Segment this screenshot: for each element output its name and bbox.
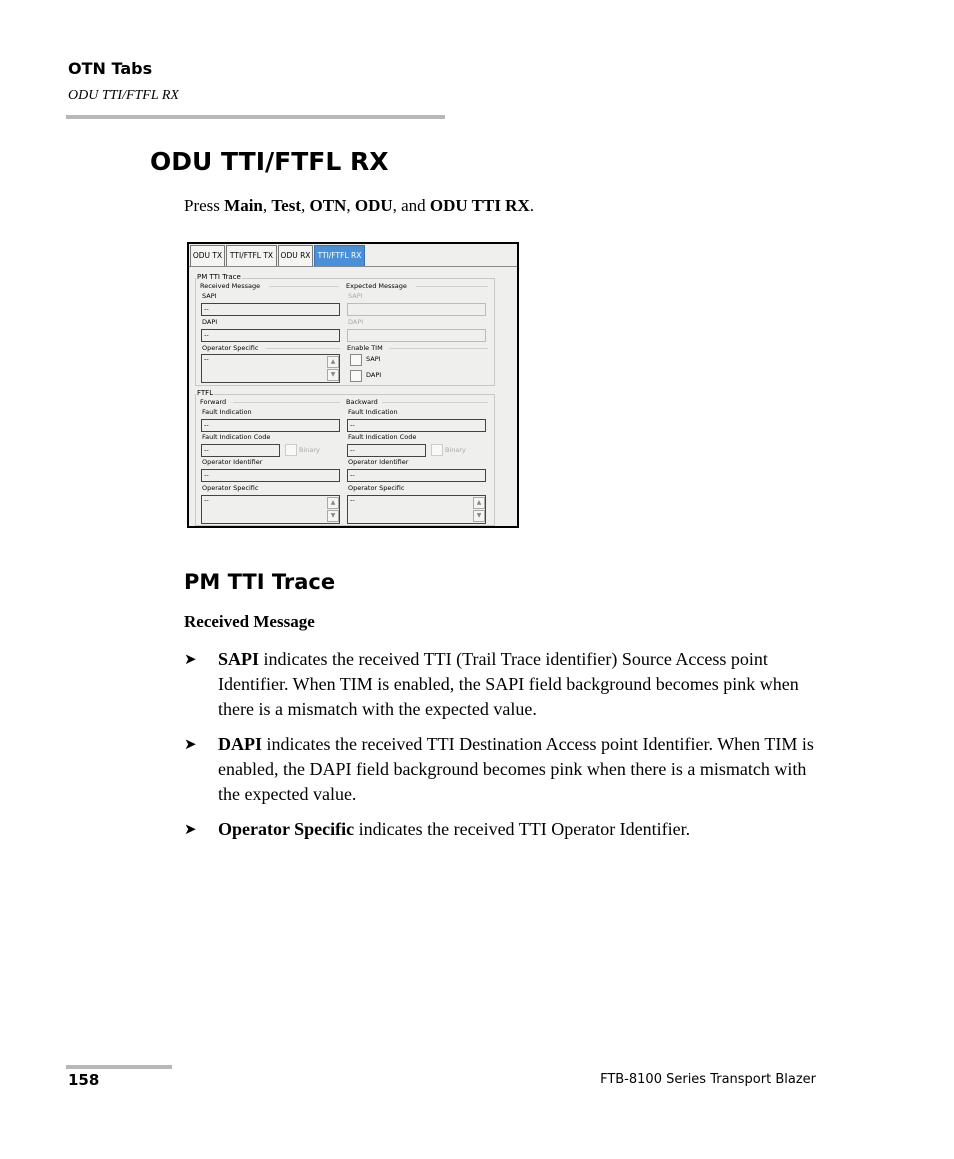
footer-rule	[66, 1065, 172, 1069]
section-heading: PM TTI Trace	[184, 570, 336, 594]
header-rule	[66, 115, 445, 119]
ftfl-label: FTFL	[197, 389, 214, 397]
scroll-down-icon[interactable]: ▼	[473, 510, 485, 522]
bwd-fault-indication-field: --	[347, 419, 486, 432]
bwd-binary-label: Binary	[445, 446, 466, 454]
separator	[233, 402, 340, 403]
expected-message-label: Expected Message	[346, 282, 407, 290]
period: .	[529, 196, 534, 215]
arrow-bullet-icon: ➤	[184, 735, 197, 753]
received-message-label: Received Message	[200, 282, 261, 290]
fwd-fault-indication-label: Fault Indication	[202, 408, 252, 416]
separator	[266, 348, 340, 349]
bwd-operator-specific-area	[347, 495, 486, 524]
running-header-section: OTN Tabs	[68, 59, 153, 78]
fwd-binary-checkbox[interactable]	[285, 444, 297, 456]
scroll-down-icon[interactable]: ▼	[327, 510, 339, 522]
page-title: ODU TTI/FTFL RX	[150, 147, 389, 176]
bullet-description: indicates the received TTI Destination Access point Identifier. When TIM is enabled, the DAPI field background becomes pink when there is a mismatch with the expected value.	[218, 734, 814, 804]
running-header-subsection: ODU TTI/FTFL RX	[68, 88, 179, 103]
rx-dapi-field: --	[201, 329, 340, 342]
arrow-bullet-icon: ➤	[184, 820, 197, 838]
rx-operator-specific-area	[201, 354, 340, 383]
placeholder-text: --	[204, 355, 209, 363]
menu-main: Main	[224, 196, 263, 215]
separator	[382, 402, 488, 403]
bwd-binary-checkbox[interactable]	[431, 444, 443, 456]
rx-sapi-label: SAPI	[202, 292, 217, 300]
bwd-operator-specific-label: Operator Specific	[348, 484, 405, 492]
ui-screenshot	[187, 242, 519, 528]
bullet-text	[218, 647, 818, 722]
menu-test: Test	[271, 196, 301, 215]
instruction-text	[184, 196, 534, 216]
tab-odu-rx[interactable]: ODU RX	[278, 245, 313, 266]
bullet-text	[218, 817, 818, 842]
exp-dapi-field[interactable]	[347, 329, 486, 342]
and-word: , and	[392, 196, 426, 215]
scroll-up-icon[interactable]: ▲	[473, 497, 485, 509]
document-title: FTB-8100 Series Transport Blazer	[600, 1072, 816, 1087]
fwd-fault-indication-field: --	[201, 419, 340, 432]
bullet-description: indicates the received TTI Operator Identifier.	[354, 819, 691, 839]
backward-label: Backward	[346, 398, 378, 406]
press-word: Press	[184, 196, 220, 215]
enable-tim-label: Enable TIM	[347, 344, 383, 352]
scroll-up-icon[interactable]: ▲	[327, 497, 339, 509]
tab-tti-ftfl-rx[interactable]: TTI/FTFL RX	[314, 245, 365, 266]
tim-sapi-label: SAPI	[366, 355, 381, 363]
pm-tti-trace-label: PM TTI Trace	[197, 273, 241, 281]
bullet-term: Operator Specific	[218, 819, 355, 839]
exp-dapi-label: DAPI	[348, 318, 364, 326]
comma: ,	[346, 196, 351, 215]
rx-operator-specific-label: Operator Specific	[202, 344, 259, 352]
page-number: 158	[68, 1071, 100, 1089]
bwd-operator-identifier-label: Operator Identifier	[348, 458, 409, 466]
fwd-fault-code-label: Fault Indication Code	[202, 433, 271, 441]
placeholder-text: --	[204, 496, 209, 504]
tim-dapi-checkbox[interactable]	[350, 370, 362, 382]
bullet-description: indicates the received TTI (Trail Trace identifier) Source Access point Identifier. When TIM is enabled, the SAPI field background becomes pink when there is a mismatch with the expected value.	[218, 649, 799, 719]
menu-otn: OTN	[309, 196, 347, 215]
rx-sapi-field: --	[201, 303, 340, 316]
tab-tti-ftfl-tx[interactable]: TTI/FTFL TX	[226, 245, 277, 266]
scroll-down-icon[interactable]: ▼	[327, 369, 339, 381]
separator	[389, 348, 488, 349]
fwd-operator-identifier-field: --	[201, 469, 340, 482]
separator	[416, 286, 488, 287]
placeholder-text: --	[350, 496, 355, 504]
bwd-fault-indication-label: Fault Indication	[348, 408, 398, 416]
menu-odu: ODU	[354, 196, 393, 215]
tim-sapi-checkbox[interactable]	[350, 354, 362, 366]
forward-label: Forward	[200, 398, 227, 406]
menu-odu-tti-rx: ODU TTI RX	[429, 196, 530, 215]
separator	[269, 286, 339, 287]
fwd-operator-identifier-label: Operator Identifier	[202, 458, 263, 466]
fwd-fault-code-field: --	[201, 444, 280, 457]
exp-sapi-field[interactable]	[347, 303, 486, 316]
scroll-up-icon[interactable]: ▲	[327, 356, 339, 368]
bwd-operator-identifier-field: --	[347, 469, 486, 482]
comma: ,	[301, 196, 306, 215]
comma: ,	[262, 196, 268, 215]
subheading: Received Message	[184, 612, 315, 631]
bullet-term: DAPI	[218, 734, 262, 754]
tim-dapi-label: DAPI	[366, 371, 382, 379]
fwd-operator-specific-label: Operator Specific	[202, 484, 259, 492]
arrow-bullet-icon: ➤	[184, 650, 197, 668]
bullet-term: SAPI	[218, 649, 260, 669]
rx-dapi-label: DAPI	[202, 318, 218, 326]
fwd-operator-specific-area	[201, 495, 340, 524]
tab-divider	[189, 266, 517, 267]
bullet-text	[218, 732, 818, 807]
bwd-fault-code-field: --	[347, 444, 426, 457]
tab-odu-tx[interactable]: ODU TX	[190, 245, 225, 266]
exp-sapi-label: SAPI	[348, 292, 363, 300]
bwd-fault-code-label: Fault Indication Code	[348, 433, 417, 441]
fwd-binary-label: Binary	[299, 446, 320, 454]
